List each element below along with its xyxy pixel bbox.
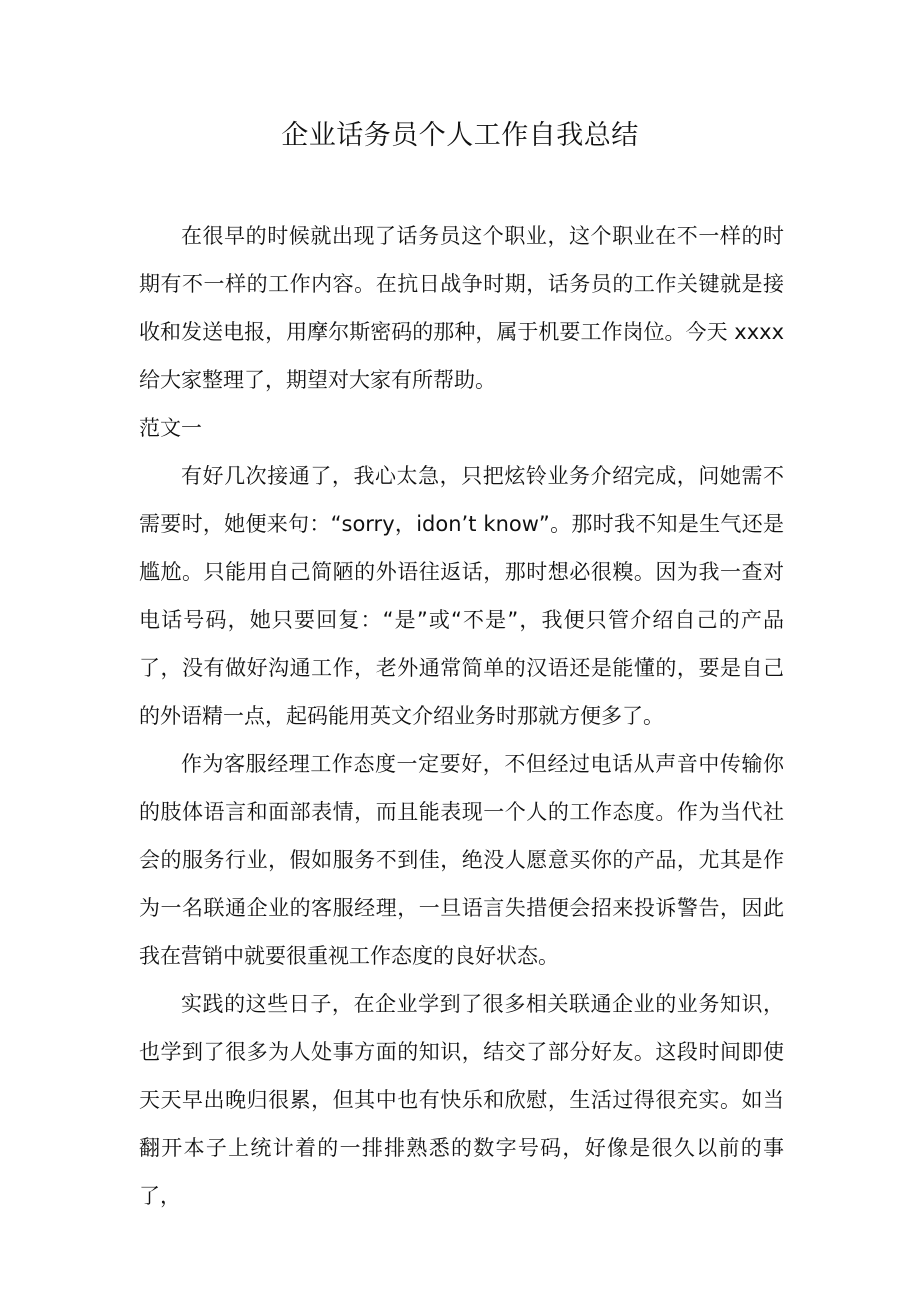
body-paragraph: 作为客服经理工作态度一定要好，不但经过电话从声音中传输你的肢体语言和面部表情，而且能表现一个人的工作态度。作为当代社会的服务行业，假如服务不到佳，绝没人愿意买你的产品，尤其是作为一名联通企业的客服经理，一旦语言失措便会招来投诉警告，因此我在营销中就要很重视工作态度的良好状态。 (139, 752, 784, 968)
section-label: 范文一 (139, 416, 202, 440)
body-paragraph: 有好几次接通了，我心太急，只把炫铃业务介绍完成，问她需不需要时，她便来句：“sorry，idon’t know”。那时我不知是生气还是尴尬。只能用自己简陋的外语往返话，那时想必很糗。因为我一查对电话号码，她只要回复：“是”或“不是”，我便只管介绍自己的产品了，没有做好沟通工作，老外通常简单的汉语还是能懂的，要是自己的外语精一点，起码能用英文介绍业务时那就方便多了。 (139, 464, 784, 728)
document-body (139, 212, 784, 1220)
intro-paragraph: 在很早的时候就出现了话务员这个职业，这个职业在不一样的时期有不一样的工作内容。在抗日战争时期，话务员的工作关键就是接收和发送电报，用摩尔斯密码的那种，属于机要工作岗位。今天 xxxx 给大家整理了，期望对大家有所帮助。 (139, 224, 784, 392)
document-title: 企业话务员个人工作自我总结 (281, 120, 639, 151)
body-paragraph: 实践的这些日子，在企业学到了很多相关联通企业的业务知识，也学到了很多为人处事方面的知识，结交了部分好友。这段时间即使天天早出晚归很累，但其中也有快乐和欣慰，生活过得很充实。如当翻开本子上统计着的一排排熟悉的数字号码，好像是很久以前的事了， (139, 992, 784, 1208)
